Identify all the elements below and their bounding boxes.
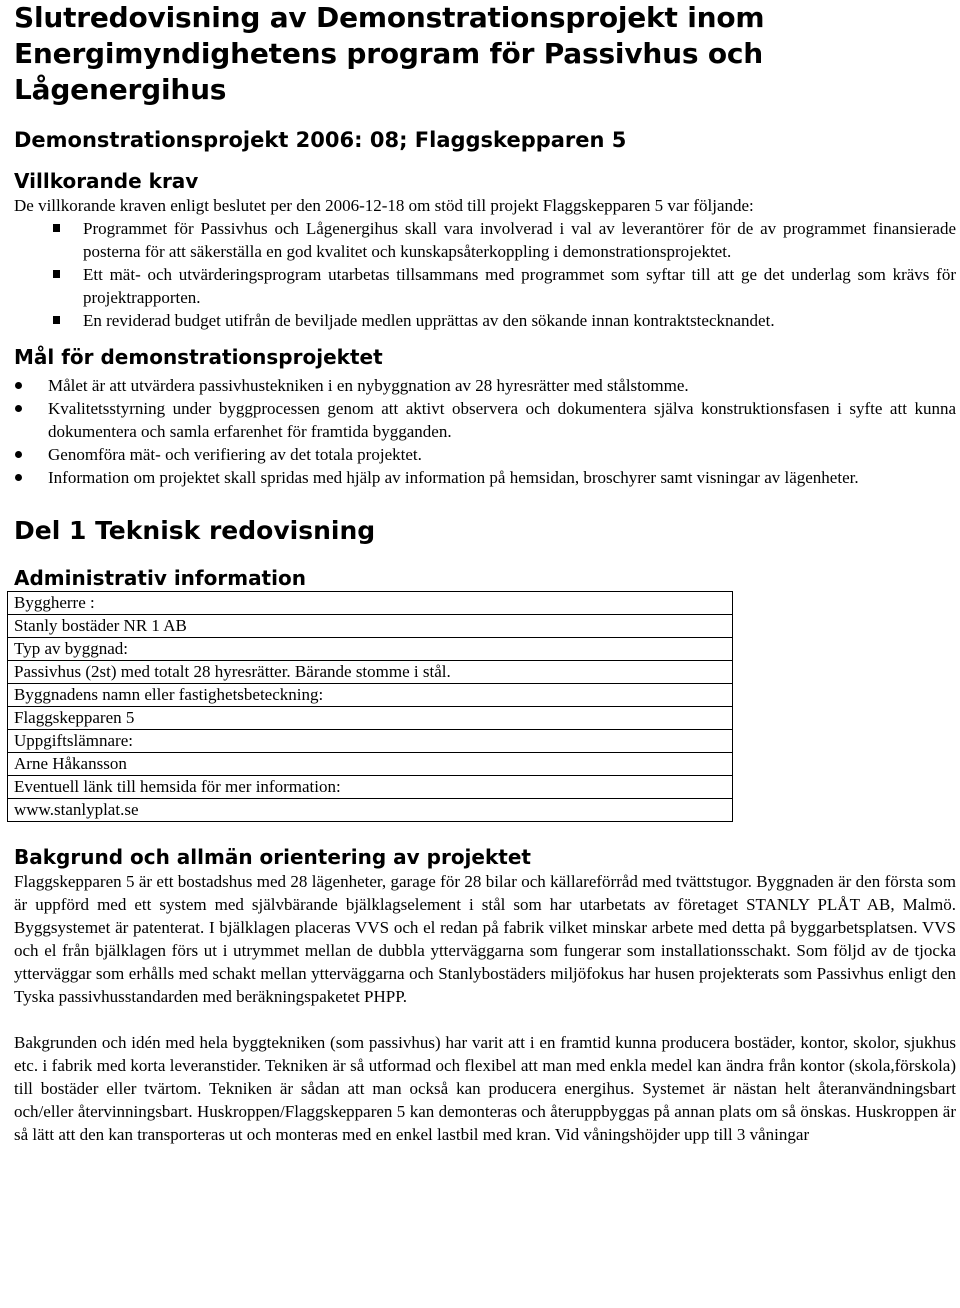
table-cell: www.stanlyplat.se [8, 799, 733, 822]
title-line-3: Lågenergihus [14, 73, 227, 106]
bakgrund-paragraph-2: Bakgrunden och idén med hela byggtekniken (som passivhus) har varit att i en framtid kunna producera bostäder, kontor, skolor, sjukhus etc. i fabrik med korta leveranstider. Tekniken är så utformad och flexibel att man med enkla medel kan ändra från kontor (skola,förskola) till bostäder eller tvärtom. Tekniken är sådan att man också kan producera energihus. Systemet är nästan helt återanvändningsbart och/eller återvinningsbart. Huskroppen/Flaggskepparen 5 kan demonteras och återuppbyggas på annan plats om så önskas. Huskroppen är så lätt att den kan transporteras ut och monteras med en enkel lastbil med kran. Vid våningshöjder upp till 3 våningar [14, 1033, 956, 1144]
villkorande-list [14, 217, 956, 332]
square-bullet-icon [53, 224, 60, 232]
paragraph-gap [14, 1008, 956, 1031]
table-row [8, 592, 733, 615]
list-item: Målet är att utvärdera passivhustekniken i en nybyggnation av 28 hyresrätter med stålstomme. [14, 374, 956, 397]
list-item: Kvalitetsstyrning under byggprocessen genom att aktivt observera och dokumentera själva konstruktionsfasen i syfte att kunna dokumentera och samla erfarenhet för framtida bygganden. [14, 397, 956, 443]
round-bullet-icon [15, 474, 22, 481]
table-row [8, 753, 733, 776]
round-bullet-icon [15, 382, 22, 389]
square-bullet-icon [53, 270, 60, 278]
table-cell: Uppgiftslämnare: [8, 730, 733, 753]
mal-list [14, 374, 956, 489]
table-row [8, 730, 733, 753]
table-row [8, 707, 733, 730]
bakgrund-paragraph-1: Flaggskepparen 5 är ett bostadshus med 28 lägenheter, garage för 28 bilar och källareförråd med tvättstugor. Byggnaden är den första som är uppförd med ett system med självbärande bjälklagselement i stål som har utarbetats av företaget STANLY PLÅT AB, Malmö. Byggsystemet är patenterat. I bjälklagen placeras VVS och el redan på fabrik vilket minskar arbete med detta på byggarbetsplatsen. VVS och el från bjälklagen förs ut i utrymmet mellan de dubbla ytterväggarna som fungerar som installationsschakt. Som följd av de tjocka ytterväggar som erhålls med schakt mellan ytterväggarna och Stanlybostäders miljöfokus har husen projekterats som Passivhus enligt den Tyska passivhusstandarden med beräkningspaketet PHPP. [14, 872, 956, 1006]
table-cell: Passivhus (2st) med totalt 28 hyresrätter. Bärande stomme i stål. [8, 661, 733, 684]
table-row [8, 799, 733, 822]
square-bullet-icon [53, 316, 60, 324]
list-item: En reviderad budget utifrån de beviljade medlen upprättas av den sökande innan kontraktstecknandet. [14, 309, 956, 332]
table-cell: Arne Håkansson [8, 753, 733, 776]
table-cell: Flaggskepparen 5 [8, 707, 733, 730]
table-cell: Byggherre : [8, 592, 733, 615]
table-cell: Byggnadens namn eller fastighetsbeteckning: [8, 684, 733, 707]
mal-heading: Mål för demonstrationsprojektet [14, 345, 383, 369]
bakgrund-heading: Bakgrund och allmän orientering av projektet [14, 845, 531, 869]
villkorande-intro: De villkorande kraven enligt beslutet per den 2006-12-18 om stöd till projekt Flaggskepparen 5 var följande: [14, 196, 754, 215]
title-line-1: Slutredovisning av Demonstrationsprojekt inom [14, 1, 765, 34]
list-item: Ett mät- och utvärderingsprogram utarbetas tillsammans med programmet som syftar till att ge det underlag som krävs för projektrapporten. [14, 263, 956, 309]
table-cell: Eventuell länk till hemsida för mer information: [8, 776, 733, 799]
admin-heading: Administrativ information [14, 566, 306, 590]
round-bullet-icon [15, 405, 22, 412]
document-title [14, 0, 956, 108]
table-row [8, 661, 733, 684]
project-subtitle: Demonstrationsprojekt 2006: 08; Flaggskepparen 5 [14, 128, 627, 152]
round-bullet-icon [15, 451, 22, 458]
table-cell: Stanly bostäder NR 1 AB [8, 615, 733, 638]
table-row [8, 684, 733, 707]
list-item: Programmet för Passivhus och Lågenergihus skall vara involverad i val av leverantörer för de av programmet finansierade posterna för att säkerställa en god kvalitet och kunskapsåterkoppling i demonstrationsprojektet. [14, 217, 956, 263]
table-row [8, 776, 733, 799]
admin-info-table [7, 591, 733, 822]
title-line-2: Energimyndighetens program för Passivhus och [14, 37, 764, 70]
del1-heading: Del 1 Teknisk redovisning [14, 516, 376, 545]
table-row [8, 615, 733, 638]
table-cell: Typ av byggnad: [8, 638, 733, 661]
list-item: Information om projektet skall spridas med hjälp av information på hemsidan, broschyrer samt visningar av lägenheter. [14, 466, 956, 489]
table-row [8, 638, 733, 661]
list-item: Genomföra mät- och verifiering av det totala projektet. [14, 443, 956, 466]
villkorande-heading: Villkorande krav [14, 169, 199, 193]
document-page [14, 0, 956, 1146]
